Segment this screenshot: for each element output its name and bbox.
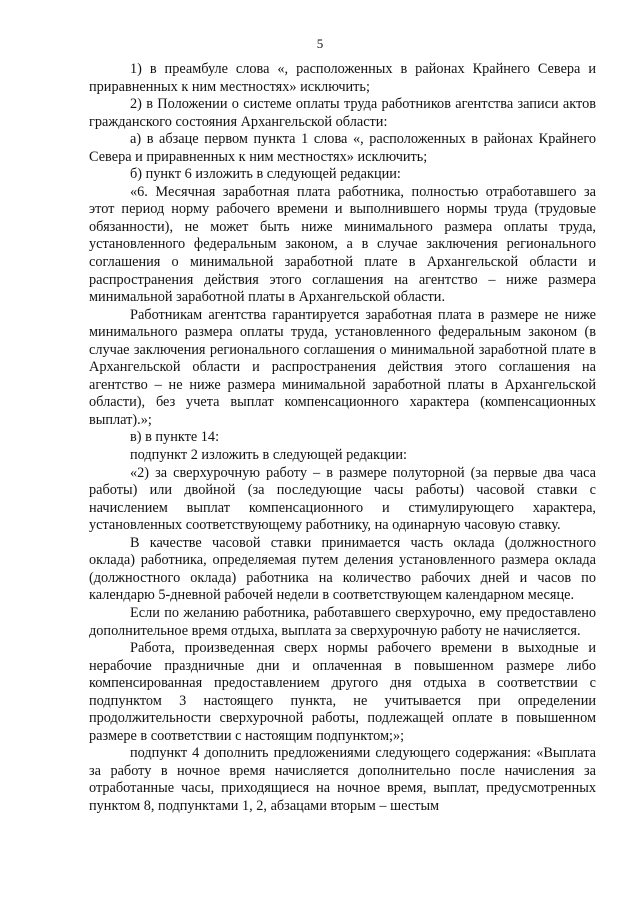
paragraph-guarantee: Работникам агентства гарантируется заработная плата в размере не ниже минимального размера оплаты труда, установленного федеральным законом (в случае заключения регионального соглашения о минимальной заработной плате в Архангельской области и распространения действия этого соглашения на агентство – не ниже размера минимальной заработной платы в Архангельской области), без учета выплат компенсационного характера (компенсационных выплат).»; <box>89 306 596 428</box>
paragraph-preamble-amendment: 1) в преамбуле слова «, расположенных в районах Крайнего Севера и приравненных к ним местностях» исключить; <box>89 61 596 95</box>
paragraph-hourly-rate: В качестве часовой ставки принимается часть оклада (должностного оклада) работника, определяемая путем деления установленного размера оклада (должностного оклада) работника на количество рабочих дней и часов по календарю 5-дневной рабочей недели в соответствующем календарном месяце. <box>89 534 596 604</box>
paragraph-subpoint-2-heading: подпункт 2 изложить в следующей редакции: <box>130 447 407 464</box>
paragraph-regulation-heading: 2) в Положении о системе оплаты труда работников агентства записи актов гражданского состояния Архангельской области: <box>89 96 596 130</box>
paragraph-item-a: а) в абзаце первом пункта 1 слова «, расположенных в районах Крайнего Севера и приравненных к ним местностях» исключить; <box>89 131 596 165</box>
paragraph-extra-rest: Если по желанию работника, работавшего сверхурочно, ему предоставлено дополнительное время отдыха, выплата за сверхурочную работу не начисляется. <box>89 604 596 639</box>
paragraph-subpoint-4-night-work: подпункт 4 дополнить предложениями следующего содержания: «Выплата за работу в ночное время начисляется дополнительно после начисления за отработанные часы, приходящиеся на ночное время, выплат, предусмотренных пунктом 8, подпунктами 1, 2, абзацами вторым – шестым <box>89 745 596 814</box>
paragraph-item-b: б) пункт 6 изложить в следующей редакции: <box>130 166 401 183</box>
paragraph-point-6: «6. Месячная заработная плата работника, полностью отработавшего за этот период норму рабочего времени и выполнившего нормы труда (трудовые обязанности), не может быть ниже минимального размера оплаты труда, установленного федеральным законом, а в случае заключения регионального соглашения о минимальной заработной плате в Архангельской области и распространения действия этого соглашения на агентство – ниже размера минимальной заработной платы в Архангельской области. <box>89 183 596 306</box>
document-body <box>89 61 596 816</box>
paragraph-weekend-work: Работа, произведенная сверх нормы рабочего времени в выходные и нерабочие праздничные дни и оплаченная в повышенном размере либо компенсированная предоставлением другого дня отдыха в соответствии с подпунктом 3 настоящего пункта, не учитывается при определении продолжительности сверхурочной работы, подлежащей оплате в повышенном размере в соответствии с настоящим подпунктом;»; <box>89 640 596 744</box>
paragraph-item-v: в) в пункте 14: <box>130 429 220 446</box>
page-number: 5 <box>316 36 324 51</box>
paragraph-overtime-pay: «2) за сверхурочную работу – в размере полуторной (за первые два часа работы) или двойной (за последующие часы работы) часовой ставки с начислением выплат компенсационного и стимулирующего характера, установленных соответствующему работнику, на одинарную часовую ставку. <box>89 464 596 534</box>
